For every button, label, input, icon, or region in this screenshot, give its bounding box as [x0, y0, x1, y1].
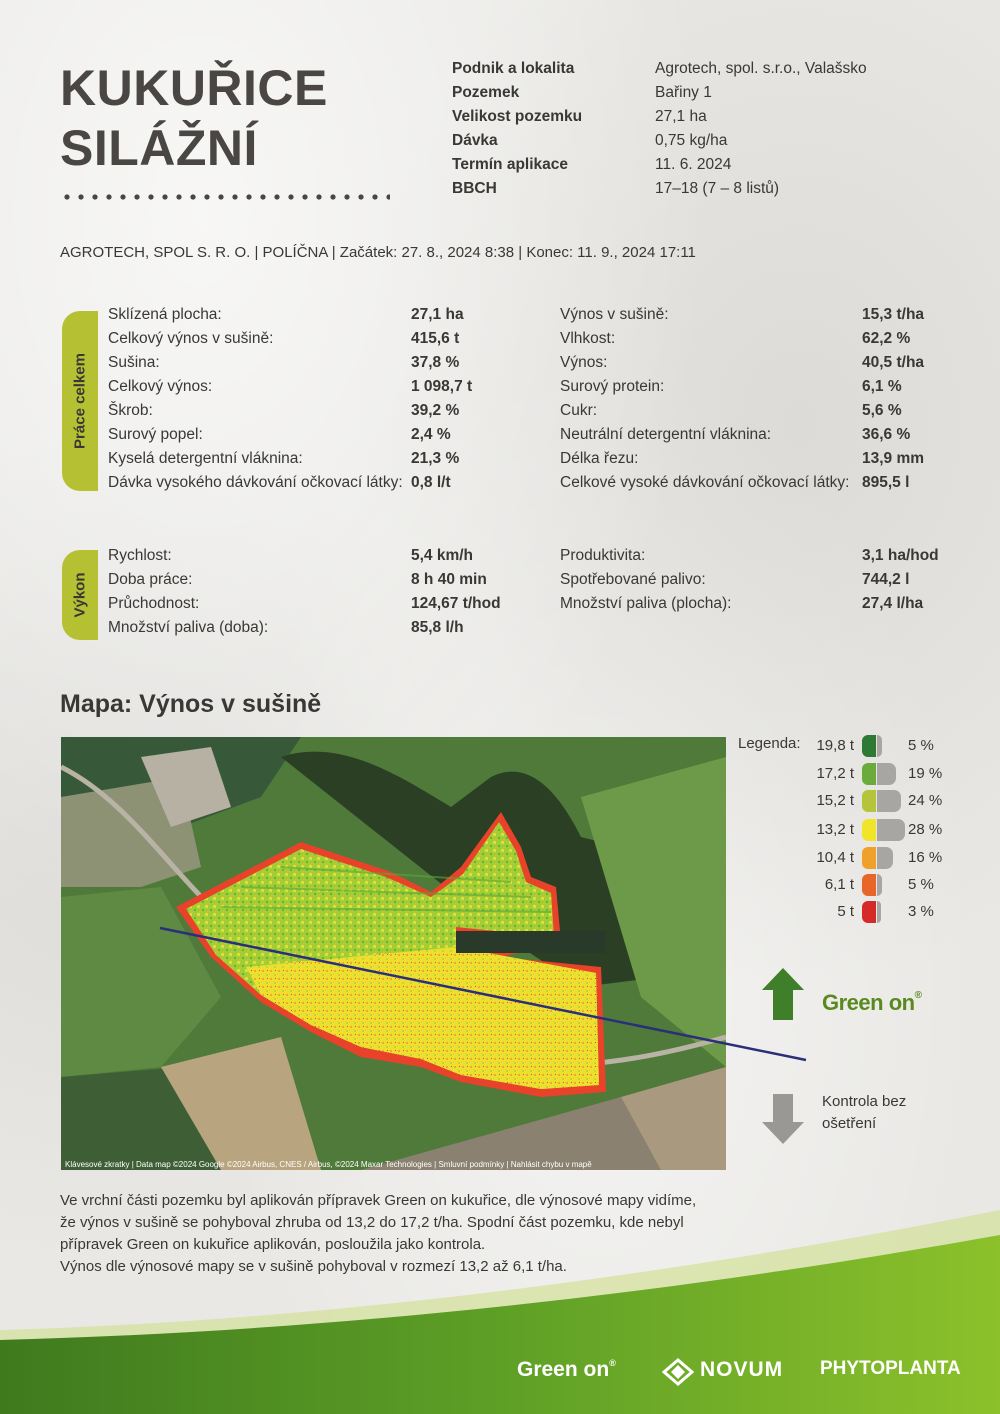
vykon-right — [560, 547, 939, 619]
stat-value: 15,3 t/ha — [862, 306, 925, 323]
vykon-left — [108, 547, 501, 643]
legend-percent: 5 % — [908, 737, 934, 754]
section-tag-label: Práce celkem — [71, 353, 89, 449]
legend-row — [800, 847, 990, 873]
stat-value: 124,67 t/hod — [411, 595, 501, 612]
stat-label: Cukr: — [560, 402, 598, 419]
legend-row — [800, 790, 990, 816]
stat-label: Celkové vysoké dávkování očkovací látky: — [560, 474, 850, 491]
stat-value: 415,6 t — [411, 330, 460, 347]
stat-value: 5,4 km/h — [411, 547, 474, 564]
legend-color-swatch — [862, 901, 876, 923]
greenon-footer-text: Green on — [517, 1358, 610, 1381]
map-title: Mapa: Výnos v sušině — [60, 690, 322, 718]
info-row — [452, 60, 867, 84]
stat-label: Celkový výnos: — [108, 378, 213, 395]
stat-label: Spotřebované palivo: — [560, 571, 706, 588]
stat-value: 62,2 % — [862, 330, 911, 347]
info-label: BBCH — [452, 180, 497, 197]
legend-share-bar — [877, 874, 882, 896]
legend-percent: 3 % — [908, 903, 934, 920]
prace-celkem-left — [108, 306, 472, 498]
legend-value: 15,2 t — [816, 792, 854, 809]
greenon-label — [822, 990, 921, 1016]
map-description — [60, 1190, 740, 1278]
info-row — [452, 108, 867, 132]
stat-value: 5,6 % — [862, 402, 902, 419]
legend-share-bar — [877, 847, 893, 869]
info-value: 17–18 (7 – 8 listů) — [655, 180, 780, 197]
footer-logos — [0, 1350, 1000, 1394]
registered-mark: ® — [609, 1358, 616, 1368]
stat-value: 36,6 % — [862, 426, 911, 443]
legend-color-swatch — [862, 763, 876, 785]
stat-value: 39,2 % — [411, 402, 460, 419]
novum-logo-icon — [662, 1358, 694, 1386]
info-label: Termín aplikace — [452, 156, 569, 173]
legend-value: 10,4 t — [816, 849, 854, 866]
stat-label: Produktivita: — [560, 547, 646, 564]
stat-value: 37,8 % — [411, 354, 460, 371]
legend-value: 5 t — [837, 903, 854, 920]
legend-share-bar — [877, 763, 896, 785]
stat-value: 13,9 mm — [862, 450, 925, 467]
stat-label: Kyselá detergentní vláknina: — [108, 450, 303, 467]
stat-value: 21,3 % — [411, 450, 460, 467]
legend-color-swatch — [862, 790, 876, 812]
description-line: že výnos v sušině se pohyboval zhruba od 13,2 do 17,2 t/ha. Spodní část pozemku, kde nebyl — [60, 1214, 684, 1231]
description-line: Ve vrchní části pozemku byl aplikován přípravek Green on kukuřice, dle výnosové mapy vidíme, — [60, 1192, 697, 1209]
stat-label: Výnos v sušině: — [560, 306, 669, 323]
section-tag-label: Výkon — [71, 572, 89, 618]
info-row — [452, 84, 867, 108]
stat-value: 27,1 ha — [411, 306, 464, 323]
stat-value: 1 098,7 t — [411, 378, 473, 395]
info-row — [452, 132, 867, 156]
legend-value: 13,2 t — [816, 821, 854, 838]
stat-label: Škrob: — [108, 402, 153, 419]
stat-value: 744,2 l — [862, 571, 910, 588]
greenon-text: Green on — [822, 990, 915, 1015]
phytoplanta-logo: PHYTOPLANTA — [820, 1358, 961, 1379]
stat-label: Neutrální detergentní vláknina: — [560, 426, 772, 443]
info-row — [452, 156, 867, 180]
stat-label: Sušina: — [108, 354, 160, 371]
description-line: Výnos dle výnosové mapy se v sušině pohyboval v rozmezí 13,2 až 6,1 t/ha. — [60, 1258, 567, 1275]
legend-value: 19,8 t — [816, 737, 854, 754]
section-tag-prace-celkem — [62, 311, 98, 491]
control-label: Kontrola bez ošetření — [822, 1093, 907, 1132]
info-value: 27,1 ha — [655, 108, 707, 125]
yield-map[interactable] — [61, 737, 726, 1170]
legend-percent: 19 % — [908, 765, 943, 782]
legend-color-swatch — [862, 874, 876, 896]
stat-label: Dávka vysokého dávkování očkovací látky: — [108, 474, 403, 491]
registered-mark: ® — [914, 990, 922, 1001]
info-value: 0,75 kg/ha — [655, 132, 728, 149]
description-line: přípravek Green on kukuřice aplikován, posloužila jako kontrola. — [60, 1236, 486, 1253]
legend-row — [800, 763, 990, 789]
map-attribution: Klávesové zkratky | Data map ©2024 Google ©2024 Airbus, CNES / Airbus, ©2024 Maxar Technologies | Smluvní podmínky | Nahlásit chybu v mapě — [65, 1160, 592, 1169]
info-label: Podnik a lokalita — [452, 60, 575, 77]
page-title — [60, 58, 328, 178]
harvest-subheader: AGROTECH, SPOL S. R. O. | POLÍČNA | Začátek: 27. 8., 2024 8:38 | Konec: 11. 9., 2024 17:11 — [60, 244, 696, 261]
stat-value: 40,5 t/ha — [862, 354, 925, 371]
stat-value: 895,5 l — [862, 474, 910, 491]
stat-value: 85,8 l/h — [411, 619, 464, 636]
legend-color-swatch — [862, 735, 876, 757]
stat-value: 6,1 % — [862, 378, 902, 395]
legend-percent: 24 % — [908, 792, 943, 809]
legend-title: Legenda: — [738, 735, 801, 752]
legend-percent: 5 % — [908, 876, 934, 893]
prace-celkem-right — [560, 306, 924, 498]
title-line-2: SILÁŽNÍ — [60, 120, 258, 176]
legend-row — [800, 901, 990, 927]
stat-label: Výnos: — [560, 354, 608, 371]
stat-value: 27,4 l/ha — [862, 595, 924, 612]
section-tag-vykon — [62, 550, 98, 640]
stat-value: 3,1 ha/hod — [862, 547, 939, 564]
legend-color-swatch — [862, 819, 876, 841]
info-row — [452, 180, 867, 204]
stat-label: Celkový výnos v sušině: — [108, 330, 274, 347]
legend-share-bar — [877, 790, 901, 812]
legend-row — [800, 819, 990, 845]
novum-logo: NOVUM — [700, 1358, 784, 1381]
greenon-footer-logo — [517, 1358, 616, 1382]
stat-value: 2,4 % — [411, 426, 451, 443]
stat-label: Průchodnost: — [108, 595, 200, 612]
info-value: Agrotech, spol. s.r.o., Valašsko — [655, 60, 867, 77]
stat-label: Surový protein: — [560, 378, 665, 395]
legend-share-bar — [877, 819, 905, 841]
legend-color-swatch — [862, 847, 876, 869]
stat-label: Délka řezu: — [560, 450, 639, 467]
legend-percent: 28 % — [908, 821, 943, 838]
stat-value: 0,8 l/t — [411, 474, 451, 491]
info-label: Pozemek — [452, 84, 520, 101]
stat-label: Sklízená plocha: — [108, 306, 222, 323]
stat-label: Množství paliva (plocha): — [560, 595, 732, 612]
legend-share-bar — [877, 901, 881, 923]
info-label: Velikost pozemku — [452, 108, 583, 125]
legend-value: 17,2 t — [816, 765, 854, 782]
legend-row — [800, 874, 990, 900]
field-info-table — [452, 60, 867, 204]
legend-share-bar — [877, 735, 882, 757]
stat-label: Surový popel: — [108, 426, 203, 443]
legend-percent: 16 % — [908, 849, 943, 866]
stat-label: Vlhkost: — [560, 330, 616, 347]
arrow-down-icon — [760, 1092, 806, 1146]
legend-row — [800, 735, 990, 761]
legend-value: 6,1 t — [824, 876, 854, 893]
arrow-up-icon — [760, 966, 806, 1022]
stat-value: 8 h 40 min — [411, 571, 487, 588]
yield-map-image — [61, 737, 726, 1170]
title-line-1: KUKUŘICE — [60, 60, 328, 116]
dotted-divider — [60, 193, 390, 201]
stat-label: Doba práce: — [108, 571, 193, 588]
stat-label: Množství paliva (doba): — [108, 619, 269, 636]
info-value: 11. 6. 2024 — [655, 156, 732, 173]
info-label: Dávka — [452, 132, 498, 149]
stat-label: Rychlost: — [108, 547, 172, 564]
info-value: Bařiny 1 — [655, 84, 712, 101]
